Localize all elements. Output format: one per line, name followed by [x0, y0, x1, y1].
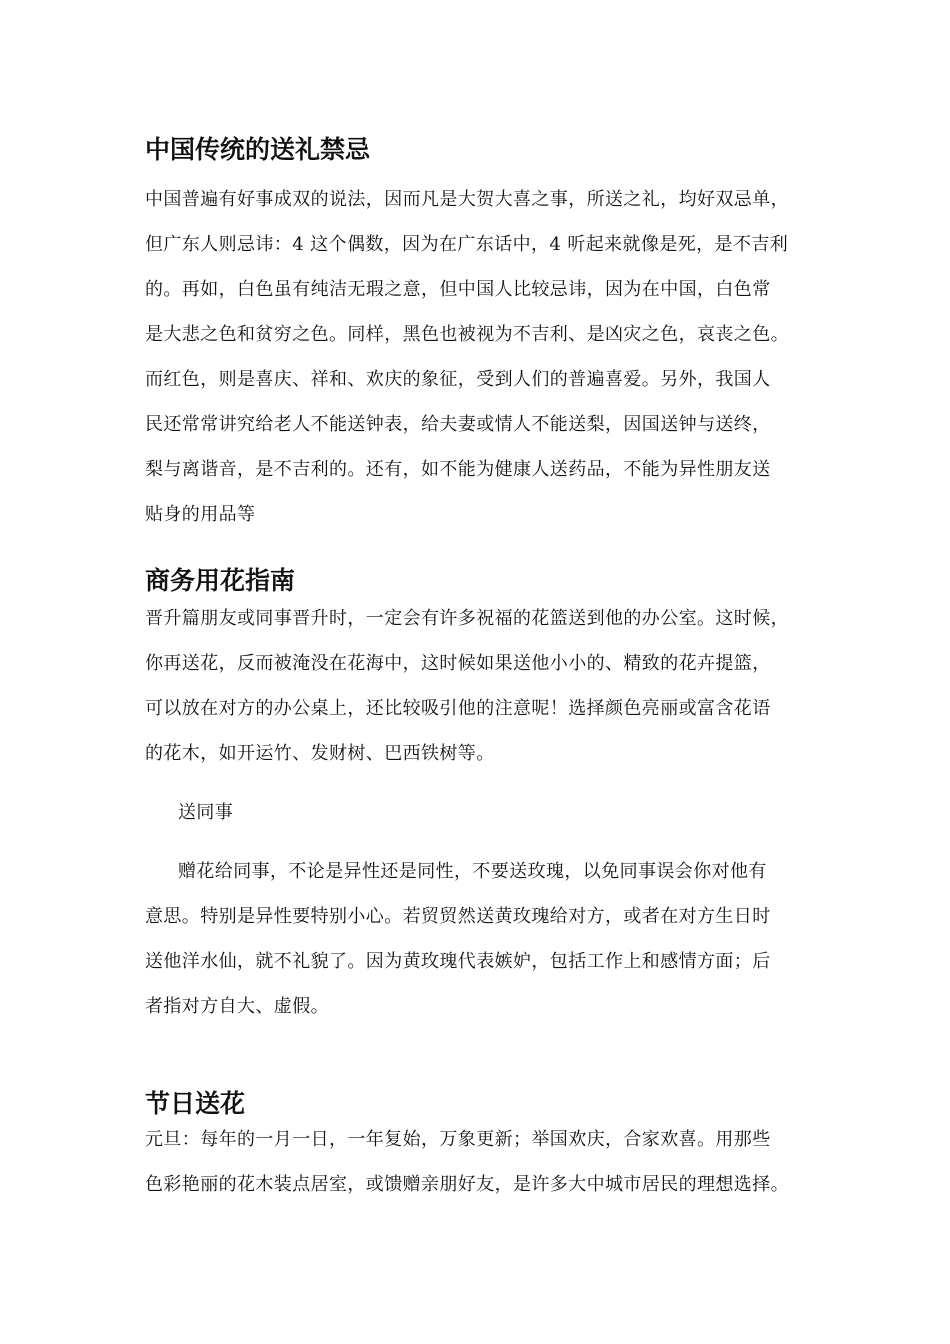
- paragraph-line: 者指对方自大、虚假。: [145, 996, 329, 1017]
- paragraph-line: 贴身的用品等: [145, 504, 256, 525]
- paragraph-line: 色彩艳丽的花木装点居室，或馈赠亲朋好友，是许多大中城市居民的理想选择。: [145, 1174, 789, 1195]
- heading-business-flowers: 商务用花指南: [145, 566, 296, 595]
- paragraph-line: 梨与离谐音，是不吉利的。还有，如不能为健康人送药品，不能为异性朋友送: [145, 459, 771, 480]
- paragraph-line: 的。再如，白色虽有纯洁无瑕之意，但中国人比较忌讳，因为在中国，白色常: [145, 279, 771, 300]
- paragraph-line: 送他洋水仙，就不礼貌了。因为黄玫瑰代表嫉妒，包括工作上和感情方面；后: [145, 951, 771, 972]
- paragraph-line: 元旦：每年的一月一日，一年复始，万象更新；举国欢庆，合家欢喜。用那些: [145, 1129, 771, 1150]
- paragraph-line: 你再送花，反而被淹没在花海中，这时候如果送他小小的、精致的花卉提篮，: [145, 653, 771, 674]
- paragraph-line: 可以放在对方的办公桌上，还比较吸引他的注意呢！选择颜色亮丽或富含花语: [145, 698, 771, 719]
- heading-holiday-flowers: 节日送花: [145, 1089, 246, 1118]
- paragraph-line: 而红色，则是喜庆、祥和、欢庆的象征，受到人们的普遍喜爱。另外，我国人: [145, 369, 771, 390]
- paragraph-line: 的花木，如开运竹、发财树、巴西铁树等。: [145, 743, 495, 764]
- paragraph-line: 中国普遍有好事成双的说法，因而凡是大贺大喜之事，所送之礼，均好双忌单，: [145, 189, 789, 210]
- subheading-colleagues: 送同事: [178, 802, 234, 823]
- paragraph-line: 是大悲之色和贫穷之色。同样，黑色也被视为不吉利、是凶灾之色，哀丧之色。: [145, 324, 789, 345]
- paragraph-line: 但广东人则忌讳：4 这个偶数，因为在广东话中，4 听起来就像是死，是不吉利: [145, 234, 789, 255]
- paragraph-line: 意思。特别是异性要特别小心。若贸贸然送黄玫瑰给对方，或者在对方生日时: [145, 906, 771, 927]
- heading-gift-taboos: 中国传统的送礼禁忌: [145, 135, 371, 164]
- paragraph-line: 民还常常讲究给老人不能送钟表，给夫妻或情人不能送梨，因国送钟与送终，: [145, 414, 771, 435]
- paragraph-line: 赠花给同事，不论是异性还是同性，不要送玫瑰，以免同事误会你对他有: [178, 861, 767, 882]
- paragraph-line: 晋升篇朋友或同事晋升时，一定会有许多祝福的花篮送到他的办公室。这时候，: [145, 608, 789, 629]
